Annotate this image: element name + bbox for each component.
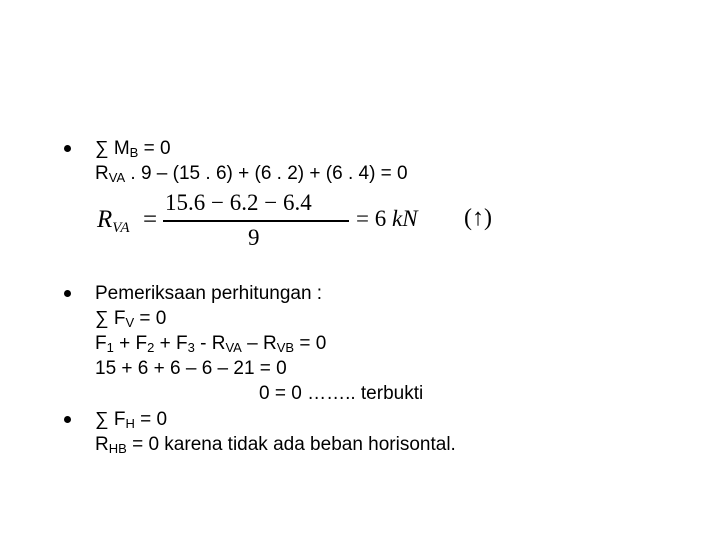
formula-result: = 6 kN <box>356 206 418 231</box>
formula-lhs: $R_{VA}$ <box>97 206 130 236</box>
proof-result: 0 = 0 …….. terbukti <box>259 383 424 404</box>
rhb-conclusion: $R_{HB} = 0$ karena tidak ada beban horisontal. <box>95 434 456 456</box>
formula-denominator: 9 <box>248 225 260 250</box>
formula-equals: = <box>143 206 158 233</box>
sum-moment-b-equation: ∑ $M_B = 0$ <box>95 138 171 160</box>
sum-fv-equation: ∑ $F_V = 0$ <box>95 308 167 330</box>
vertical-forces-equation: $F_1 + F_2 + F_3 - R_{VA} - R_{VB} = 0$ <box>95 333 327 355</box>
formula-direction-up-arrow: (↑) <box>464 205 492 231</box>
bullet-3 <box>64 416 71 423</box>
check-heading: Pemeriksaan perhitungan : <box>95 283 323 304</box>
moment-substitution-equation: $R_{VA}$ . 9 – (15 . 6) + (6 . 2) + (6 . 4) = 0 <box>95 163 408 185</box>
sum-fh-equation: ∑ $F_H = 0$ <box>95 409 168 431</box>
bullet-1 <box>64 145 71 152</box>
numeric-check-equation: 15 + 6 + 6 – 6 – 21 = 0 <box>95 358 287 379</box>
formula-fraction-bar <box>163 220 349 222</box>
formula-numerator: 15.6 − 6.2 − 6.4 <box>165 190 312 215</box>
bullet-2 <box>64 290 71 297</box>
